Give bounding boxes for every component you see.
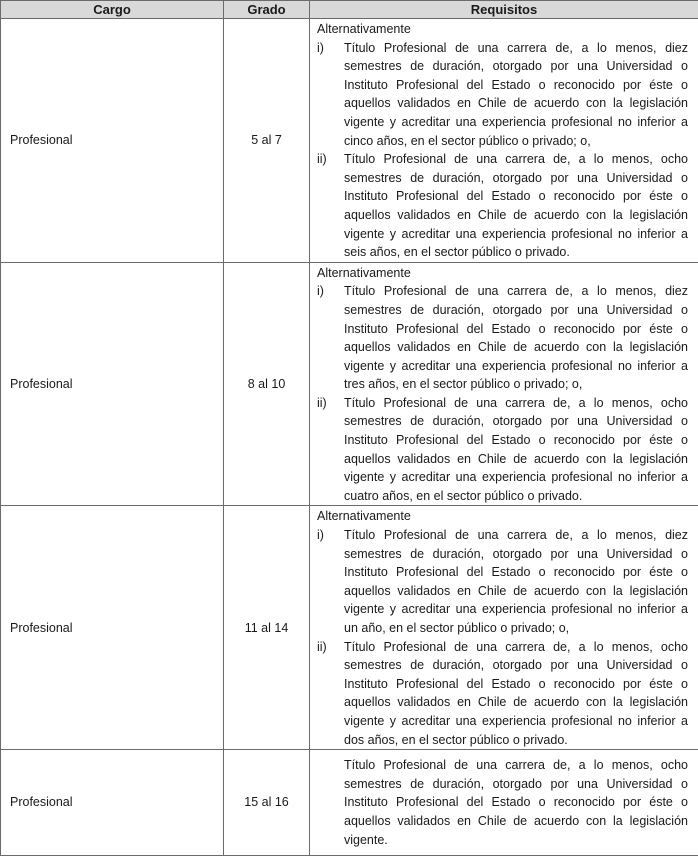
requisitos-intro: Alternativamente bbox=[317, 20, 688, 39]
item-text: Título Profesional de una carrera de, a lo menos, diez semestres de duración, otorgado por una Universidad o Instituto Profesional del Estado o reconocido por éste o aquellos validados en Chile de acuerdo con la legislación vigente y acreditar una experiencia profesional no inferior a un año, en el sector público o privado; o, bbox=[344, 526, 688, 638]
requisitos-cell bbox=[310, 19, 698, 263]
grado-cell: 5 al 7 bbox=[224, 19, 310, 263]
requisito-item bbox=[317, 526, 688, 638]
item-text: Título Profesional de una carrera de, a lo menos, ocho semestres de duración, otorgado por una Universidad o Instituto Profesional del Estado o reconocido por éste o aquellos validados en Chile de acuerdo con la legislación vigente y acreditar una experiencia profesional no inferior a dos años, en el sector público o privado. bbox=[344, 638, 688, 750]
requisito-item bbox=[317, 39, 688, 151]
requisito-item bbox=[317, 394, 688, 506]
requisito-item bbox=[317, 638, 688, 750]
item-text: Título Profesional de una carrera de, a lo menos, ocho semestres de duración, otorgado por una Universidad o Instituto Profesional del Estado o reconocido por éste o aquellos validados en Chile de acuerdo con la legislación vigente y acreditar una experiencia profesional no inferior a cuatro años, en el sector público o privado. bbox=[344, 394, 688, 506]
table-row bbox=[1, 506, 698, 750]
grado-cell: 15 al 16 bbox=[224, 750, 310, 856]
item-marker: ii) bbox=[317, 638, 344, 750]
header-grado: Grado bbox=[224, 1, 310, 19]
requisito-text: Título Profesional de una carrera de, a lo menos, ocho semestres de duración, otorgado por una Universidad o Instituto Profesional del Estado o reconocido por éste o aquellos validados en Chile de acuerdo con la legislación vigente. bbox=[344, 756, 688, 849]
requisitos-cell bbox=[310, 262, 698, 506]
cargo-cell: Profesional bbox=[1, 19, 224, 263]
item-marker: i) bbox=[317, 282, 344, 394]
item-marker: i) bbox=[317, 39, 344, 151]
requisitos-intro: Alternativamente bbox=[317, 264, 688, 283]
cargo-cell: Profesional bbox=[1, 506, 224, 750]
table-row bbox=[1, 750, 698, 856]
header-cargo: Cargo bbox=[1, 1, 224, 19]
item-text: Título Profesional de una carrera de, a lo menos, ocho semestres de duración, otorgado por una Universidad o Instituto Profesional del Estado o reconocido por éste o aquellos validados en Chile de acuerdo con la legislación vigente y acreditar una experiencia profesional no inferior a seis años, en el sector público o privado. bbox=[344, 150, 688, 262]
item-marker: ii) bbox=[317, 394, 344, 506]
cargo-cell: Profesional bbox=[1, 262, 224, 506]
item-text: Título Profesional de una carrera de, a lo menos, diez semestres de duración, otorgado por una Universidad o Instituto Profesional del Estado o reconocido por éste o aquellos validados en Chile de acuerdo con la legislación vigente y acreditar una experiencia profesional no inferior a cinco años, en el sector público o privado; o, bbox=[344, 39, 688, 151]
table-row bbox=[1, 19, 698, 263]
requisitos-cell bbox=[310, 506, 698, 750]
item-marker: i) bbox=[317, 526, 344, 638]
table-row bbox=[1, 262, 698, 506]
grado-cell: 11 al 14 bbox=[224, 506, 310, 750]
item-text: Título Profesional de una carrera de, a lo menos, diez semestres de duración, otorgado por una Universidad o Instituto Profesional del Estado o reconocido por éste o aquellos validados en Chile de acuerdo con la legislación vigente y acreditar una experiencia profesional no inferior a tres años, en el sector público o privado; o, bbox=[344, 282, 688, 394]
requisito-item bbox=[317, 282, 688, 394]
requisitos-cell bbox=[310, 750, 698, 856]
cargo-cell: Profesional bbox=[1, 750, 224, 856]
requisito-item bbox=[317, 150, 688, 262]
grado-cell: 8 al 10 bbox=[224, 262, 310, 506]
header-row bbox=[1, 1, 698, 19]
header-requisitos: Requisitos bbox=[310, 1, 698, 19]
requisitos-intro: Alternativamente bbox=[317, 507, 688, 526]
item-marker: ii) bbox=[317, 150, 344, 262]
